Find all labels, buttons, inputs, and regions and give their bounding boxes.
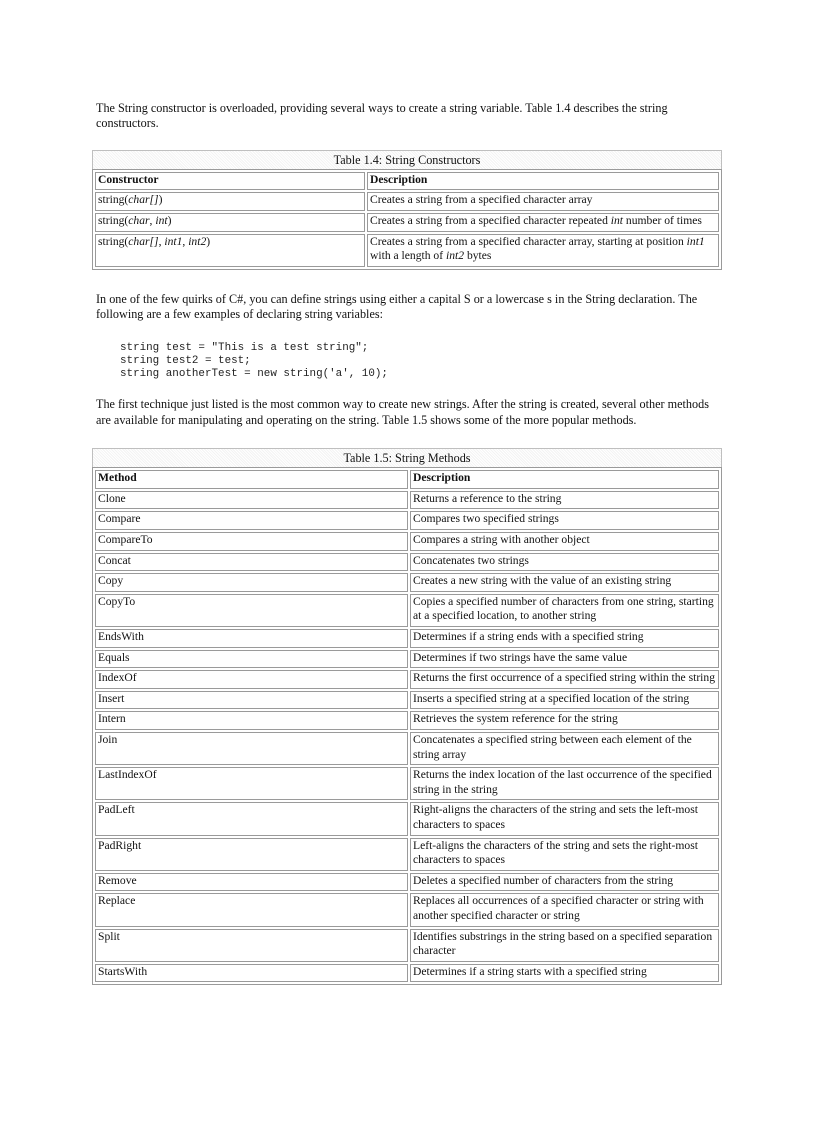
description-cell: Creates a string from a specified character array [367,192,719,211]
method-name-cell: Intern [95,711,408,730]
table-row [95,532,719,551]
table-row [95,711,719,730]
method-name-cell: Concat [95,553,408,572]
constructor-cell: string(char[]) [95,192,365,211]
method-description-cell: Retrieves the system reference for the string [410,711,719,730]
table-row [95,802,719,835]
table-row [95,491,719,510]
method-description-cell: Copies a specified number of characters from one string, starting at a specified location, to another string [410,594,719,627]
method-description-cell: Identifies substrings in the string based on a specified separation character [410,929,719,962]
table-row [95,650,719,669]
method-name-cell: Remove [95,873,408,892]
method-name-cell: Join [95,732,408,765]
method-description-cell: Returns the first occurrence of a specified string within the string [410,670,719,689]
method-description-cell: Replaces all occurrences of a specified character or string with another specified character or string [410,893,719,926]
column-header-description: Description [410,470,719,489]
table-caption: Table 1.5: String Methods [92,448,722,467]
method-description-cell: Inserts a specified string at a specified location of the string [410,691,719,710]
method-name-cell: CopyTo [95,594,408,627]
method-name-cell: LastIndexOf [95,767,408,800]
method-name-cell: Copy [95,573,408,592]
method-name-cell: Compare [95,511,408,530]
string-constructors-table [92,150,722,270]
method-description-cell: Determines if a string ends with a specified string [410,629,719,648]
methods-paragraph: The first technique just listed is the most common way to create new strings. After the string is created, several other methods are available for manipulating and operating on the string. Table 1.5 shows some of the more popular methods. [96,397,709,427]
method-name-cell: EndsWith [95,629,408,648]
table-row [95,192,719,211]
method-description-cell: Concatenates a specified string between each element of the string array [410,732,719,765]
method-name-cell: StartsWith [95,964,408,983]
table-row [95,511,719,530]
constructor-cell: string(char[], int1, int2) [95,234,365,267]
methods-table-body [95,491,719,982]
table-row [95,553,719,572]
table-row [95,670,719,689]
method-description-cell: Compares a string with another object [410,532,719,551]
table-row [95,767,719,800]
document-page [96,101,724,985]
method-description-cell: Returns a reference to the string [410,491,719,510]
table-row [95,629,719,648]
intro-paragraph: The String constructor is overloaded, providing several ways to create a string variable. Table 1.4 describes the string constructors. [96,101,668,131]
table-row [95,964,719,983]
constructor-cell: string(char, int) [95,213,365,232]
method-name-cell: CompareTo [95,532,408,551]
method-name-cell: PadRight [95,838,408,871]
method-name-cell: Clone [95,491,408,510]
table-row [95,732,719,765]
string-methods-table [92,448,722,985]
method-name-cell: Replace [95,893,408,926]
table-caption: Table 1.4: String Constructors [92,150,722,169]
method-name-cell: IndexOf [95,670,408,689]
method-name-cell: Split [95,929,408,962]
table-row [95,594,719,627]
table-row [95,893,719,926]
method-description-cell: Deletes a specified number of characters from the string [410,873,719,892]
column-header-method: Method [95,470,408,489]
table-header-row [95,172,719,191]
table-row [95,873,719,892]
method-description-cell: Left-aligns the characters of the string and sets the right-most characters to spaces [410,838,719,871]
column-header-description: Description [367,172,719,191]
table-row [95,213,719,232]
method-description-cell: Concatenates two strings [410,553,719,572]
description-cell: Creates a string from a specified character array, starting at position int1 with a length of int2 bytes [367,234,719,267]
description-cell: Creates a string from a specified character repeated int number of times [367,213,719,232]
code-sample: string test = "This is a test string"; string test2 = test; string anotherTest = new string('a', 10); [120,341,388,381]
method-description-cell: Right-aligns the characters of the string and sets the left-most characters to spaces [410,802,719,835]
table-row [95,573,719,592]
table-header-row [95,470,719,489]
method-description-cell: Compares two specified strings [410,511,719,530]
column-header-constructor: Constructor [95,172,365,191]
quirks-paragraph: In one of the few quirks of C#, you can define strings using either a capital S or a lowercase s in the String declaration. The following are a few examples of declaring string variables: [96,291,698,322]
table-row [95,234,719,267]
table-row [95,838,719,871]
method-name-cell: PadLeft [95,802,408,835]
method-name-cell: Equals [95,650,408,669]
method-description-cell: Determines if two strings have the same value [410,650,719,669]
method-description-cell: Returns the index location of the last occurrence of the specified string in the string [410,767,719,800]
method-description-cell: Determines if a string starts with a specified string [410,964,719,983]
method-description-cell: Creates a new string with the value of an existing string [410,573,719,592]
table-row [95,929,719,962]
table-row [95,691,719,710]
method-name-cell: Insert [95,691,408,710]
